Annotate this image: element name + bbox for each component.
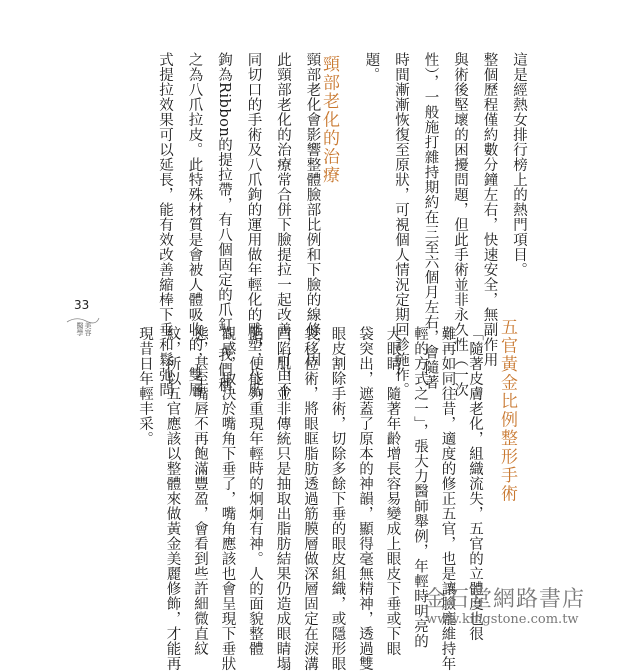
upper-text-column: 時間漸漸恢復至原狀，可視個人情況定期回診施作。 (393, 52, 409, 397)
lower-text-column: 大眼睛，隨著年齡增長容易變成上眼皮下垂或下眼 (384, 326, 401, 656)
lower-text-column: 陷，便能夠重現年輕時的炯炯有神。人的面貌整體 (247, 326, 263, 656)
upper-text-column: 與術後堅壞的困擾問題，但此手術並非永久性（一次 (452, 52, 468, 397)
upper-text-column: 性），一般施打雜持期約在三至六個月左右，會隨著 (422, 52, 439, 390)
lower-text-column: 觀感，取決於嘴角下垂了，嘴角應該也會呈現下垂狀 (219, 326, 236, 671)
upper-text-column: 之為八爪拉皮。此特殊材質是會被人體吸收的，雙層 (186, 52, 203, 397)
page-number-swirl-icon (66, 310, 100, 320)
page-number: 33 (74, 298, 90, 312)
upper-text-column: 此頸部老化的治療常合併下臉提拉一起改善，可由不 (275, 52, 291, 397)
lower-text-column: 難再如同往昔，適度的修正五官，也是讓臉龐維持年 (439, 326, 456, 671)
upper-text-column: 題。 (363, 52, 380, 82)
running-head-part-2: 美容 (84, 322, 92, 336)
section-heading-neck-aging: 頸部老化的治療 (319, 55, 339, 185)
upper-text-column: 同切口的手術及八爪鉤的運用做年輕化的雕塑，八爪 (245, 52, 262, 397)
upper-text-column: 整個歷程僅約數分鐘左右，快速安全，無副作用 (481, 52, 498, 367)
lower-text-column: 袋移位術，將眼眶脂肪透過筋膜層做深層固定在淚溝 (302, 326, 318, 671)
lower-text-column: 態，甚至嘴唇不再飽滿豐盈，會看到些許細微直紋 (192, 326, 208, 656)
lower-text-column: 現昔日年輕丰采。 (137, 326, 153, 446)
upper-text-column: 頸部老化會影響整體臉部比例和下臉的線條，因 (304, 52, 321, 367)
section-heading-golden-ratio: 五官黃金比例整形手術 (497, 318, 517, 503)
upper-text-column: 式提拉效果可以延長，能有效改善縮棒下垂和鬆弛問 (157, 52, 173, 397)
running-head-part-1: 醫學 (76, 322, 84, 336)
watermark-brand-name: 金石堂網路書店 (424, 587, 586, 612)
lower-text-column: 袋突出，遮蓋了原本的神韻，顯得毫無精神，透過雙 (357, 326, 373, 671)
lower-text-column: 凹陷肌，並非傳統只是抽取出脂肪結果仍造成眼睛塌 (274, 326, 291, 671)
upper-text-column: 這是經熱女排行榜上的熱門項目。 (511, 52, 527, 277)
lower-text-column: 輕的方式之一」，張大力醫師舉例，年輕時明亮的 (412, 326, 428, 649)
lower-text-column: 「隨著皮膚老化，組織流失，五官的立體度也很 (467, 326, 483, 641)
lower-text-column: 紋，所以五官應該以整體來做黃金美麗修飾，才能再 (164, 326, 181, 671)
upper-text-column: 鉤為Ribbon的提拉帶，有八個固定的爪釘，我們稱 (216, 52, 232, 393)
watermark-url: www.kingstone.com.tw (426, 612, 579, 627)
lower-text-column: 眼皮割除手術，切除多餘下垂的眼皮組織，或隱形眼 (329, 326, 346, 671)
